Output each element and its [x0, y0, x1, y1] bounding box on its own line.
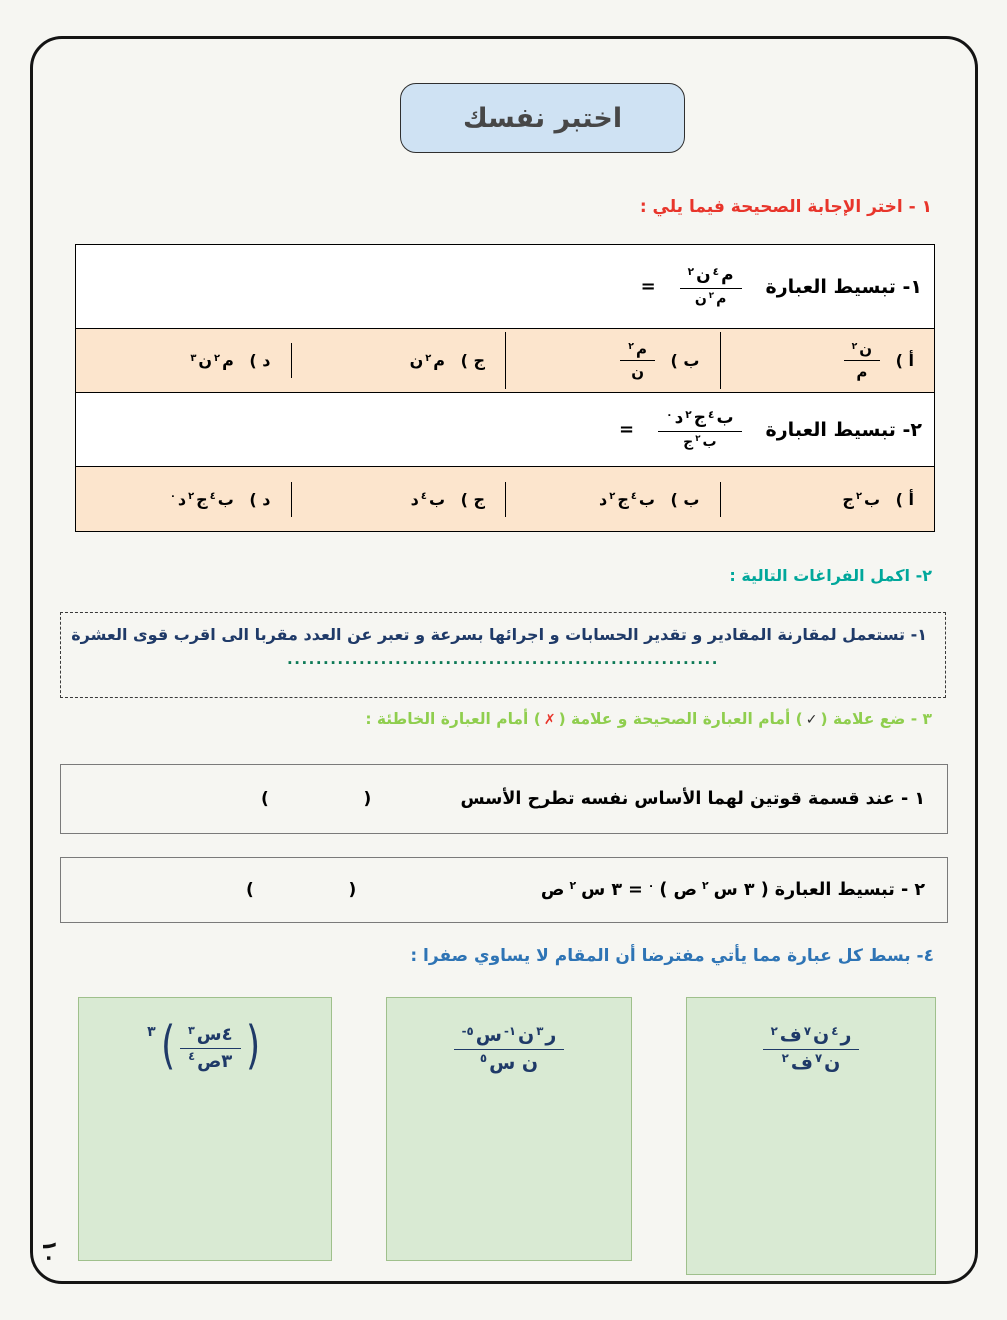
- section-1-heading: ١ - اختر الإجابة الصحيحة فيما يلي :: [639, 197, 932, 217]
- q2-choice-b[interactable]: [505, 482, 720, 517]
- statement-text: ١ - عند قسمة قوتين لهما الأساس نفسه تطرح الأسس: [460, 789, 925, 809]
- fraction-denominator: [782, 1050, 841, 1075]
- fraction-numerator: [180, 1024, 241, 1049]
- expr-exponent: ٢: [708, 291, 715, 302]
- expr-exponent: ٠: [169, 491, 176, 503]
- heading-text: ) أمام العبارة الخاطئة :: [365, 710, 541, 728]
- questions-table: [75, 244, 935, 532]
- expr-exponent: ٢: [214, 352, 221, 364]
- expr-term: ب: [428, 489, 446, 509]
- expr-term: ب: [716, 408, 734, 429]
- expr-term: ٤س: [196, 1024, 233, 1045]
- expr-exponent: ٠: [666, 408, 673, 421]
- expr-exponent: ٤: [708, 408, 715, 421]
- expr-term: ر: [840, 1024, 852, 1046]
- choice-label: ب ): [664, 351, 700, 370]
- expr-exponent: -٥: [461, 1023, 474, 1038]
- heading-text: ) أمام العبارة الصحيحة و علامة (: [558, 710, 803, 728]
- expr-exponent: ٢: [687, 265, 695, 278]
- expr-term: ٣ص: [197, 1050, 233, 1072]
- checkmark-icon: ✓: [805, 712, 818, 728]
- choice-label: ب ): [664, 489, 700, 509]
- expr-term: ب: [702, 433, 717, 450]
- fraction-denominator: [631, 361, 644, 381]
- expr-term: ن س: [489, 1051, 539, 1074]
- q2-choice-c[interactable]: [291, 482, 506, 517]
- q2-choice-d[interactable]: [76, 482, 291, 517]
- expr-term: ب: [638, 489, 655, 509]
- expr-term: م: [856, 363, 868, 381]
- choice-label: أ ): [890, 489, 914, 509]
- expr-term: ن: [518, 1024, 535, 1046]
- expr-term: م: [433, 351, 446, 370]
- expr-term: ب: [217, 489, 234, 509]
- fraction-numerator: [620, 340, 655, 361]
- question-2-choices: [76, 467, 934, 531]
- expr-term: م: [721, 265, 734, 286]
- expr-exponent: ٢: [781, 1051, 789, 1066]
- question-1-fraction: [680, 265, 742, 307]
- expr-term: ن: [859, 340, 873, 358]
- expr-exponent: ٢: [851, 340, 858, 352]
- expr-exponent: ٢: [695, 434, 701, 445]
- expr-term: ج: [617, 489, 629, 509]
- power-expression: [147, 1016, 263, 1077]
- fraction-numerator: [763, 1024, 860, 1050]
- expr-exponent: ٤: [630, 491, 637, 503]
- expr-exponent: ٤: [188, 1050, 196, 1064]
- expr-exponent: ٣: [536, 1023, 544, 1038]
- simplify-box-2[interactable]: [386, 997, 632, 1261]
- fraction-numerator: [454, 1024, 565, 1050]
- expr-exponent: ٢: [569, 879, 577, 893]
- q1-choice-d[interactable]: [76, 343, 291, 378]
- choice-fraction: [844, 340, 881, 381]
- section-4-heading: ٤- بسط كل عبارة مما يأتي مفترضا أن المقام لا يساوي صفرا :: [410, 946, 934, 966]
- equals-sign: =: [640, 276, 656, 297]
- page-title: اختبر نفسك: [462, 102, 623, 134]
- statement-expression: [541, 880, 925, 900]
- expr-term: م: [716, 290, 727, 307]
- choice-expression: [190, 351, 233, 370]
- truefalse-item-2: [60, 857, 948, 923]
- expr-term: س: [475, 1024, 502, 1046]
- expr-term: ف: [779, 1024, 802, 1046]
- choice-label: أ ): [890, 351, 914, 370]
- expr-term: ن: [696, 265, 711, 286]
- q2-choice-a[interactable]: [720, 482, 935, 517]
- expr-term: ن: [694, 290, 707, 307]
- expr-term: ف: [790, 1051, 813, 1074]
- choice-label: ج ): [455, 489, 485, 509]
- expr-exponent: ٢: [609, 491, 616, 503]
- expr-term: ج: [683, 433, 694, 450]
- choice-label: ج ): [455, 351, 485, 370]
- worksheet-title-box: [400, 83, 685, 153]
- fraction-denominator: [683, 432, 716, 451]
- expr-exponent: ٤: [831, 1023, 839, 1038]
- expr-exponent: ٠: [647, 879, 655, 893]
- choice-label: د ): [243, 489, 271, 509]
- expr-term: ج: [693, 408, 706, 429]
- expression-fraction: [763, 1024, 860, 1075]
- expr-exponent: ٣: [190, 352, 197, 364]
- question-2-text: ٢- تبسيط العبارة: [765, 418, 922, 441]
- choice-expression: [599, 490, 655, 509]
- fill-blank-text: ١- تستعمل لمقارنة المقادير و تقدير الحسابات و اجرائها بسرعة و تعبر عن العدد مقربا الى اقرب قوى العشرة: [71, 625, 927, 644]
- expr-term: ن: [409, 351, 424, 370]
- choice-label: د ): [243, 351, 271, 370]
- expression-fraction: [454, 1024, 565, 1075]
- exponent: ٣: [147, 1024, 156, 1040]
- fill-blank-item: [60, 612, 946, 698]
- expr-term: ج: [196, 489, 208, 509]
- expr-exponent: ٢: [770, 1023, 778, 1038]
- expr-term: ن: [813, 1024, 830, 1046]
- answer-slot[interactable]: ( ): [261, 789, 372, 809]
- expr-exponent: ٤: [420, 491, 427, 503]
- expr-term: ٢ - تبسيط العبارة ( ٣ س: [713, 880, 925, 900]
- fraction-denominator: [695, 289, 727, 308]
- expression-fraction: [180, 1024, 241, 1072]
- expr-exponent: ٢: [685, 408, 692, 421]
- question-1-text: ١- تبسيط العبارة: [765, 275, 922, 298]
- expr-exponent: ٤: [712, 265, 720, 278]
- q1-choice-a[interactable]: [720, 332, 935, 389]
- expr-exponent: ٢: [425, 352, 432, 364]
- expr-term: م: [635, 340, 647, 358]
- expr-term: = ٣ س: [581, 880, 643, 900]
- equals-sign: =: [619, 419, 635, 440]
- simplify-box-1[interactable]: [686, 997, 936, 1275]
- fraction-numerator: [680, 265, 742, 288]
- expr-term: ن: [631, 363, 645, 381]
- truefalse-item-1: [60, 764, 948, 834]
- section-2-heading: ٢- اكمل الفراغات التالية :: [729, 566, 932, 585]
- expr-exponent: ٧: [803, 1023, 812, 1038]
- expr-exponent: ٢: [702, 879, 709, 893]
- expr-term: ب: [863, 489, 881, 509]
- fraction-denominator: [480, 1050, 538, 1075]
- choice-expression: [842, 490, 880, 509]
- fraction-numerator: [844, 340, 881, 361]
- simplify-box-3[interactable]: [78, 997, 332, 1261]
- q1-choice-b[interactable]: [505, 332, 720, 389]
- expr-exponent: ٤: [209, 491, 216, 503]
- open-paren: (: [160, 1016, 175, 1077]
- expr-exponent: ٧: [814, 1051, 823, 1066]
- expr-exponent: ٢: [855, 491, 862, 503]
- fraction-numerator: [658, 408, 741, 431]
- question-2-fraction: [658, 408, 741, 450]
- expr-exponent: ٥: [479, 1051, 488, 1066]
- expr-term: ن: [198, 351, 213, 370]
- section-3-heading: [365, 710, 932, 728]
- expr-term: ص ): [659, 880, 698, 900]
- expr-term: ر: [545, 1024, 557, 1046]
- question-1-choices: [76, 329, 934, 393]
- choice-fraction: [620, 340, 655, 381]
- answer-slot[interactable]: ( ): [246, 880, 357, 900]
- expr-term: د: [177, 489, 187, 509]
- expr-term: ن: [824, 1051, 841, 1074]
- cross-icon: ✗: [543, 712, 556, 728]
- expr-exponent: ٢: [628, 340, 634, 352]
- answer-blank[interactable]: ............................................................: [287, 650, 719, 668]
- expr-term: م: [222, 351, 234, 370]
- question-1-row: [76, 245, 934, 329]
- q1-choice-c[interactable]: [291, 343, 506, 378]
- expr-exponent: ٣: [187, 1023, 195, 1037]
- page-number: ١٠: [38, 1239, 63, 1265]
- expr-exponent: -١: [503, 1023, 517, 1038]
- close-paren: ): [245, 1016, 260, 1077]
- expr-term: د: [410, 489, 419, 509]
- expr-term: ص: [540, 880, 565, 900]
- heading-text: ٣ - ضع علامة (: [820, 710, 932, 728]
- choice-expression: [410, 351, 445, 370]
- expr-term: ج: [842, 489, 854, 509]
- choice-expression: [411, 490, 445, 509]
- expr-term: د: [674, 408, 684, 429]
- expr-exponent: ٢: [188, 491, 195, 503]
- fraction-denominator: [856, 361, 867, 381]
- fraction-denominator: [188, 1049, 232, 1073]
- question-2-row: [76, 393, 934, 467]
- choice-expression: [170, 490, 234, 509]
- expr-term: د: [599, 489, 608, 509]
